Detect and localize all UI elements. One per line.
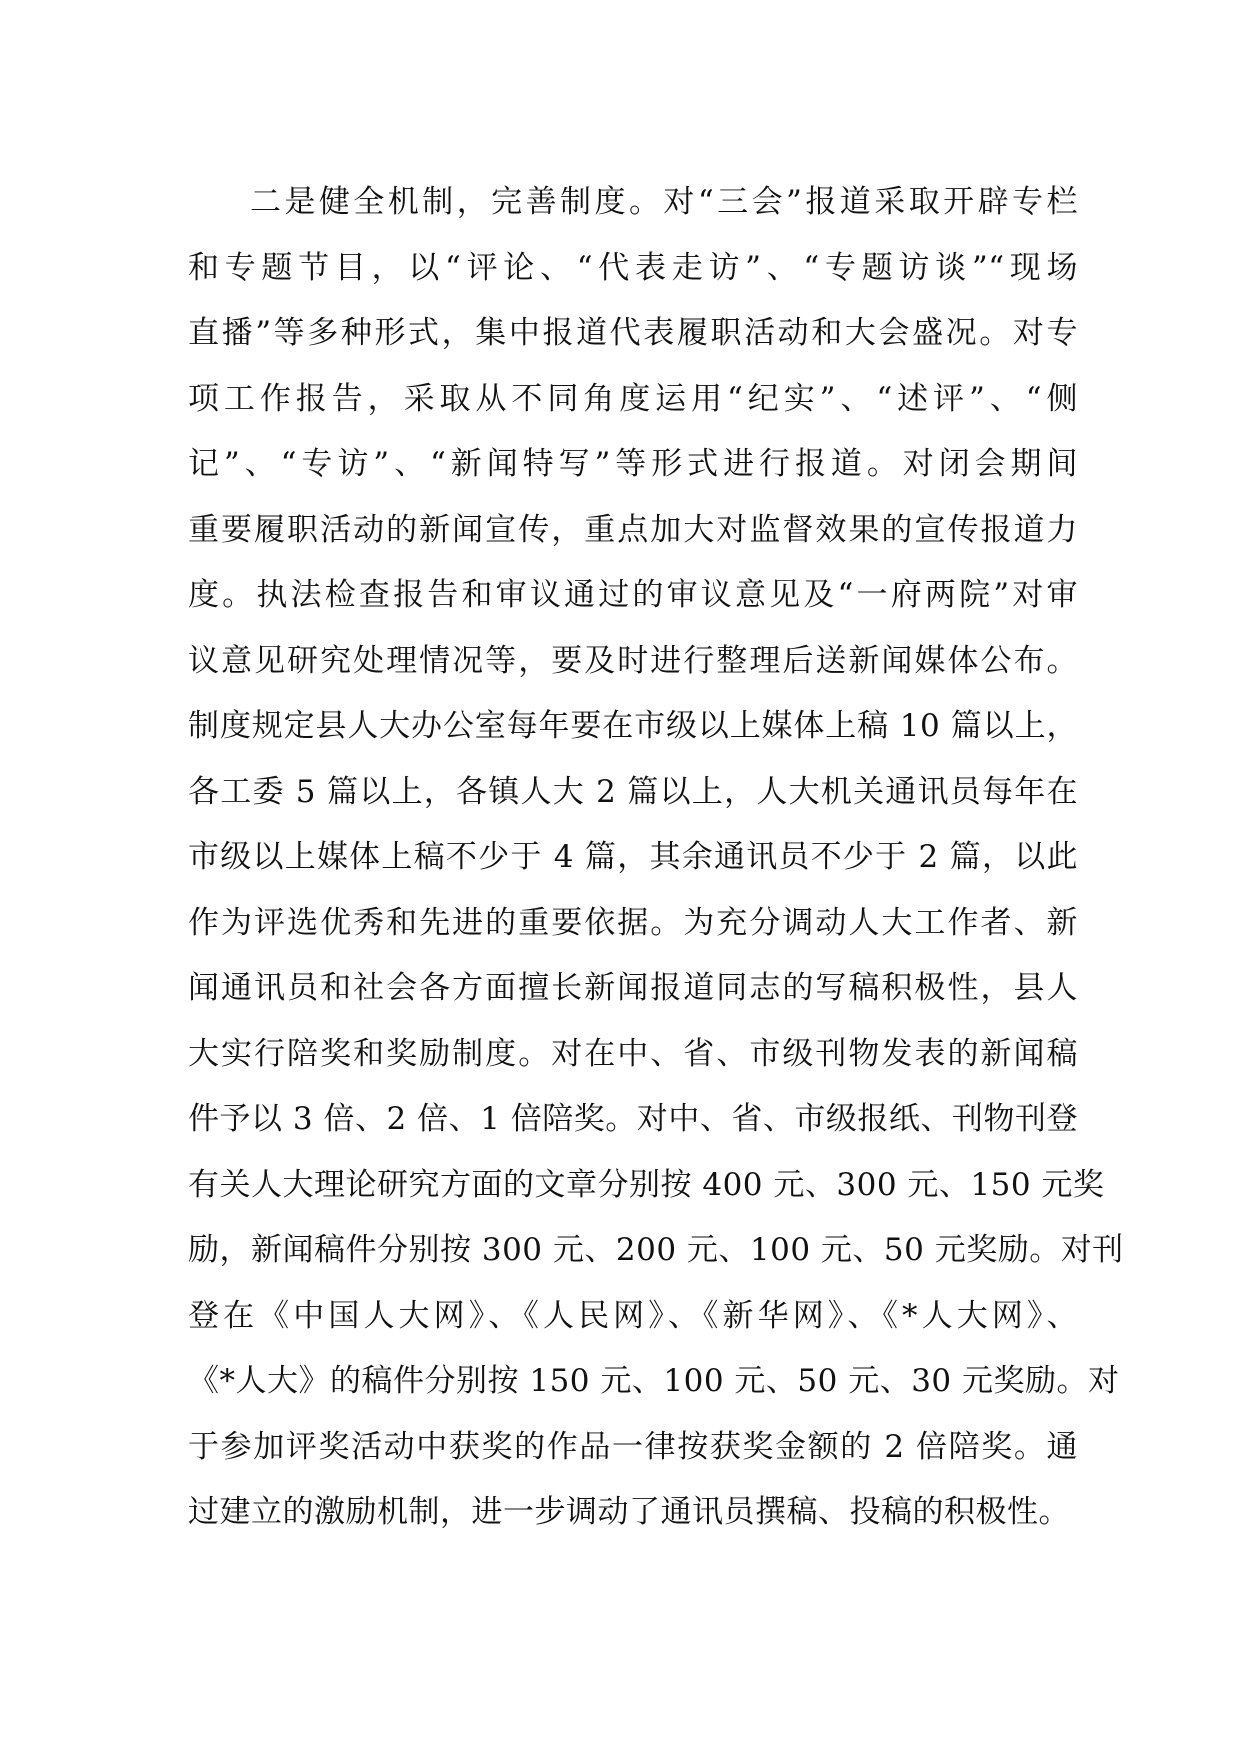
paragraph-line: 闻通讯员和社会各方面擅长新闻报道同志的写稿积极性，县人 <box>188 970 1078 1006</box>
paragraph-line: 和专题节目，以“评论、“代表走访”、“专题访谈”“现场 <box>188 249 1078 286</box>
paragraph-line: 励，新闻稿件分别按 300 元、200 元、100 元、50 元奖励。对刊 <box>188 1232 1124 1268</box>
paragraph-line: 大实行陪奖和奖励制度。对在中、省、市级刊物发表的新闻稿 <box>188 1035 1078 1072</box>
paragraph-line: 有关人大理论研究方面的文章分别按 400 元、300 元、150 元奖 <box>188 1166 1105 1203</box>
paragraph-line: 制度规定县人大办公室每年要在市级以上媒体上稿 10 篇以上， <box>188 708 1078 744</box>
paragraph-line: 度。执法检查报告和审议通过的审议意见及“一府两院”对审 <box>188 577 1078 613</box>
paragraph-line: 各工委 5 篇以上，各镇人大 2 篇以上，人大机关通讯员每年在 <box>188 773 1078 810</box>
paragraph-line: 重要履职活动的新闻宣传，重点加大对监督效果的宣传报道力 <box>188 511 1078 548</box>
paragraph-line: 过建立的激励机制，进一步调动了通讯员撰稿、投稿的积极性。 <box>188 1494 1070 1530</box>
paragraph-line: 《*人大》的稿件分别按 150 元、100 元、50 元、30 元奖励。对 <box>188 1363 1120 1399</box>
paragraph-line: 件予以 3 倍、2 倍、1 倍陪奖。对中、省、市级报纸、刊物刊登 <box>188 1101 1078 1137</box>
paragraph-line: 记”、“专访”、“新闻特写”等形式进行报道。对闭会期间 <box>188 446 1078 482</box>
paragraph-line: 议意见研究处理情况等，要及时进行整理后送新闻媒体公布。 <box>188 642 1078 679</box>
paragraph-line: 登在《中国人大网》、《人民网》、《新华网》、《*人大网》、 <box>188 1297 1078 1334</box>
paragraph-line: 市级以上媒体上稿不少于 4 篇，其余通讯员不少于 2 篇，以此 <box>188 839 1078 875</box>
paragraph-line: 项工作报告，采取从不同角度运用“纪实”、“述评”、“侧 <box>188 380 1078 417</box>
paragraph-line: 作为评选优秀和先进的重要依据。为充分调动人大工作者、新 <box>188 904 1078 941</box>
paragraph-line: 二是健全机制，完善制度。对“三会”报道采取开辟专栏 <box>250 184 1078 220</box>
body-paragraph <box>188 170 1124 1546</box>
paragraph-line: 直播”等多种形式，集中报道代表履职活动和大会盛况。对专 <box>188 315 1078 351</box>
paragraph-line: 于参加评奖活动中获奖的作品一律按获奖金额的 2 倍陪奖。通 <box>188 1428 1078 1465</box>
